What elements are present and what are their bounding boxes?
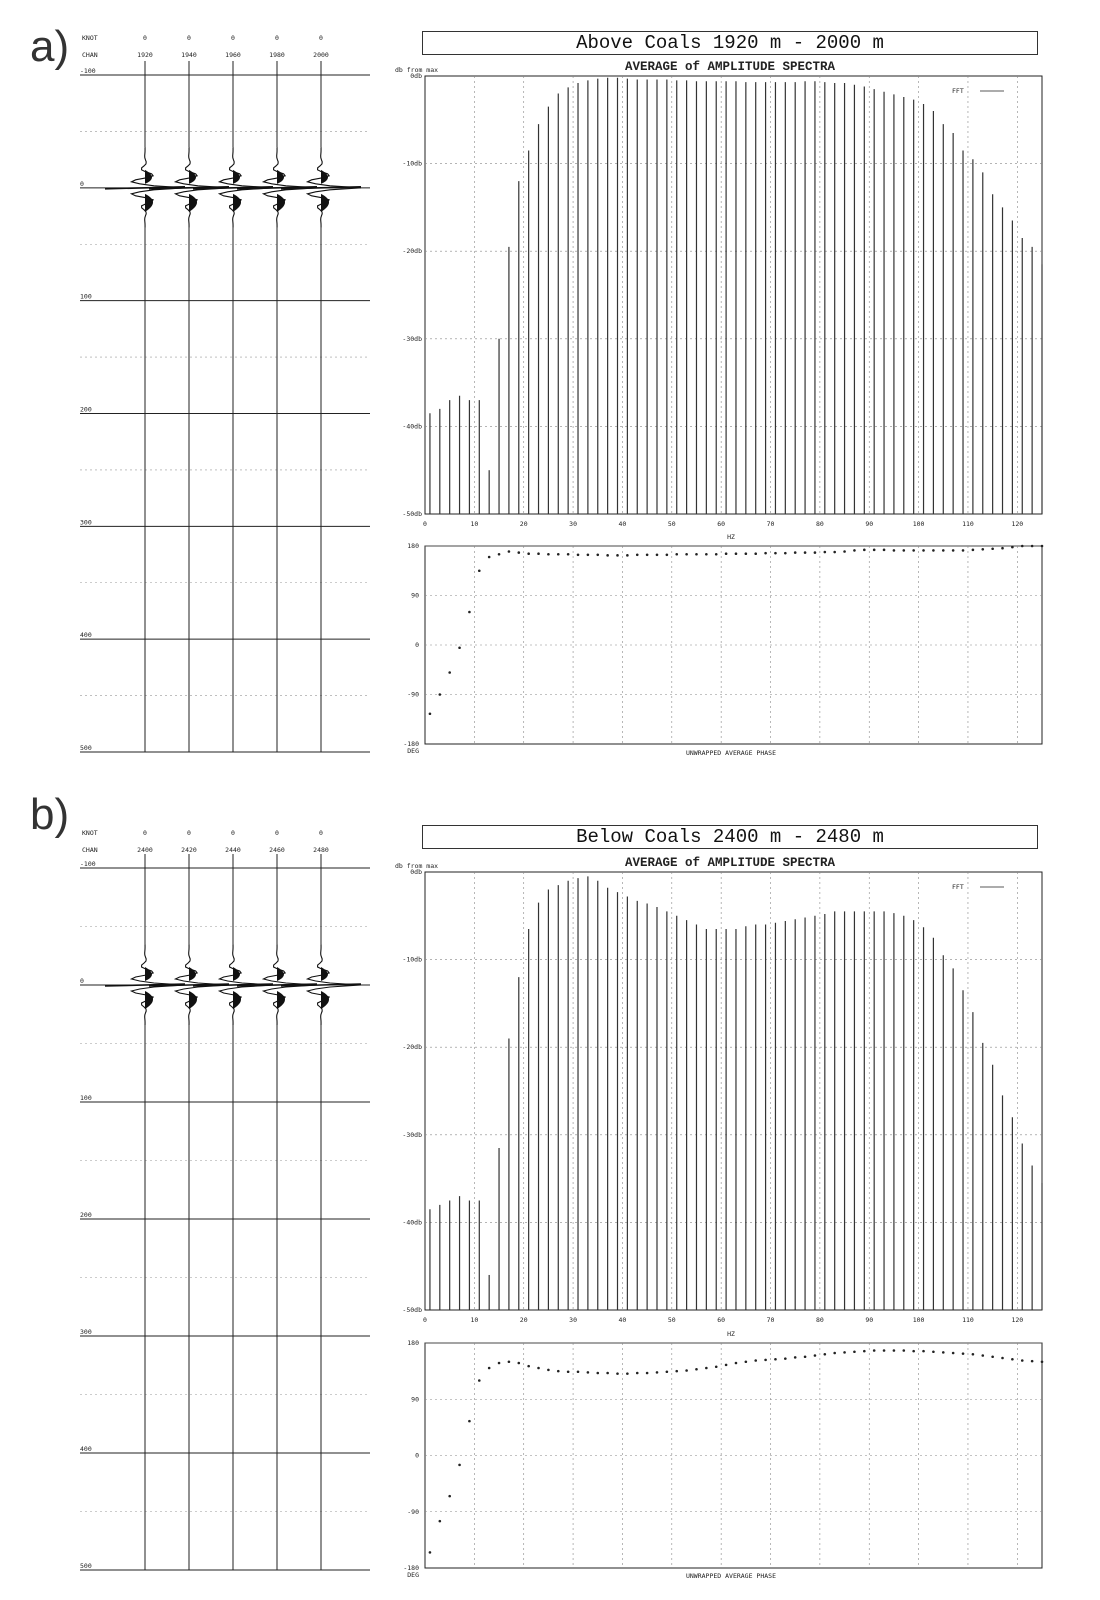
phase-point bbox=[498, 1362, 501, 1365]
wavelet-lobe bbox=[233, 170, 240, 184]
trace-knot-value: 0 bbox=[231, 829, 235, 837]
phase-plot-frame bbox=[425, 1343, 1042, 1568]
trace-channel-value: 1920 bbox=[137, 51, 153, 59]
amplitude-y-tick-label: -30db bbox=[402, 334, 422, 343]
amplitude-y-tick-label: 0db bbox=[410, 868, 422, 876]
amplitude-y-tick-label: -10db bbox=[402, 955, 422, 964]
phase-point bbox=[596, 554, 599, 557]
amplitude-y-tick-label: -20db bbox=[402, 247, 422, 256]
phase-unit-label: DEG bbox=[407, 1571, 419, 1579]
phase-point bbox=[577, 554, 580, 557]
phase-y-tick-label: 90 bbox=[411, 591, 419, 600]
panel-b bbox=[0, 800, 1100, 1590]
phase-point bbox=[616, 554, 619, 557]
phase-point bbox=[991, 1355, 994, 1358]
amplitude-x-tick-label: 50 bbox=[667, 1316, 676, 1324]
time-axis-label: 0 bbox=[80, 977, 84, 985]
phase-y-tick-label: 0 bbox=[415, 641, 419, 649]
trace-channel-value: 2460 bbox=[269, 846, 285, 854]
amplitude-x-tick-label: 110 bbox=[962, 520, 974, 528]
phase-point bbox=[824, 551, 827, 554]
amplitude-x-tick-label: 10 bbox=[470, 520, 479, 528]
trace-channel-value: 1940 bbox=[181, 51, 197, 59]
trace-knot-value: 0 bbox=[275, 34, 279, 42]
phase-point bbox=[547, 1369, 550, 1372]
phase-point bbox=[725, 1364, 728, 1367]
phase-point bbox=[843, 1351, 846, 1354]
amplitude-y-tick-label: -50db bbox=[402, 510, 422, 518]
panel-a-label: a) bbox=[30, 22, 70, 71]
amplitude-x-tick-label: 40 bbox=[618, 520, 627, 528]
phase-point bbox=[705, 553, 708, 556]
time-axis-label: 300 bbox=[80, 518, 92, 527]
phase-y-tick-label: -180 bbox=[403, 740, 419, 748]
phase-point bbox=[537, 552, 540, 555]
trace-header-row1-label: KNOT bbox=[82, 829, 98, 837]
phase-point bbox=[587, 1371, 590, 1374]
phase-point bbox=[429, 712, 432, 715]
phase-point bbox=[883, 1349, 886, 1352]
phase-point bbox=[1001, 1357, 1004, 1360]
time-axis-label: -100 bbox=[80, 67, 96, 75]
trace-knot-value: 0 bbox=[187, 829, 191, 837]
phase-point bbox=[991, 547, 994, 550]
phase-point bbox=[458, 646, 461, 649]
amplitude-x-tick-label: 30 bbox=[569, 520, 577, 528]
amplitude-x-tick-label: 120 bbox=[1011, 520, 1024, 528]
wavelet-lobe bbox=[321, 991, 329, 1009]
phase-point bbox=[853, 549, 856, 552]
phase-point bbox=[735, 552, 738, 555]
amplitude-x-tick-label: 70 bbox=[766, 520, 775, 528]
phase-y-tick-label: 0 bbox=[415, 1451, 419, 1460]
amplitude-x-tick-label: 0 bbox=[423, 520, 427, 528]
phase-point bbox=[695, 553, 698, 556]
panel-b-title: Below Coals 2400 m - 2480 m bbox=[422, 825, 1038, 849]
phase-y-tick-label: 180 bbox=[407, 542, 419, 550]
time-axis-label: 400 bbox=[80, 631, 92, 640]
phase-point bbox=[893, 1349, 896, 1352]
amplitude-y-tick-label: -40db bbox=[402, 1218, 422, 1227]
time-axis-label: 200 bbox=[80, 1211, 92, 1219]
phase-point bbox=[596, 1372, 599, 1375]
amplitude-x-tick-label: 90 bbox=[865, 1316, 874, 1324]
phase-point bbox=[814, 551, 817, 554]
phase-point bbox=[745, 1360, 748, 1363]
amplitude-x-tick-label: 110 bbox=[962, 1316, 974, 1324]
trace-knot-value: 0 bbox=[319, 34, 323, 42]
phase-point bbox=[666, 1370, 669, 1373]
phase-point bbox=[873, 1349, 876, 1352]
time-axis-label: 500 bbox=[80, 744, 92, 752]
phase-point bbox=[646, 1372, 649, 1375]
phase-point bbox=[774, 552, 777, 555]
phase-point bbox=[636, 1372, 639, 1375]
phase-unit-label: DEG bbox=[407, 747, 419, 755]
trace-header-row2-label: CHAN bbox=[82, 846, 98, 854]
phase-point bbox=[685, 553, 688, 556]
phase-point bbox=[873, 549, 876, 552]
amplitude-x-tick-label: 90 bbox=[865, 520, 874, 528]
amplitude-legend-label: FFT bbox=[952, 87, 964, 95]
phase-point bbox=[764, 1359, 767, 1362]
phase-point bbox=[833, 1352, 836, 1355]
phase-point bbox=[981, 548, 984, 551]
phase-point bbox=[1001, 547, 1004, 550]
trace-channel-value: 2480 bbox=[313, 846, 329, 854]
phase-point bbox=[902, 549, 905, 552]
time-axis-label: 400 bbox=[80, 1445, 92, 1453]
wavelet-lobe bbox=[277, 170, 284, 184]
phase-point bbox=[1011, 546, 1014, 549]
phase-point bbox=[606, 554, 609, 557]
phase-point bbox=[1031, 545, 1034, 548]
time-axis-label: 500 bbox=[80, 1562, 92, 1570]
phase-point bbox=[794, 551, 797, 554]
phase-point bbox=[646, 554, 649, 557]
wavelet-lobe bbox=[233, 194, 241, 212]
amplitude-x-tick-label: 100 bbox=[912, 1316, 925, 1324]
wavelet-lobe bbox=[145, 170, 152, 184]
wavelet-lobe bbox=[145, 991, 153, 1009]
phase-point bbox=[804, 1355, 807, 1358]
phase-point bbox=[488, 556, 491, 559]
amplitude-x-tick-label: 40 bbox=[618, 1316, 627, 1324]
phase-point bbox=[685, 1369, 688, 1372]
trace-knot-value: 0 bbox=[319, 829, 323, 837]
wavelet-lobe bbox=[277, 967, 284, 981]
phase-point bbox=[843, 550, 846, 553]
phase-point bbox=[853, 1350, 856, 1353]
phase-point bbox=[675, 553, 678, 556]
panel-a bbox=[0, 0, 1100, 780]
phase-point bbox=[656, 1371, 659, 1374]
phase-point bbox=[448, 671, 451, 674]
phase-point bbox=[912, 1350, 915, 1353]
amplitude-ylabel: db from max bbox=[395, 66, 439, 74]
trace-header-row2-label: CHAN bbox=[82, 51, 98, 59]
amplitude-x-tick-label: 0 bbox=[423, 1316, 427, 1324]
phase-point bbox=[814, 1354, 817, 1357]
phase-point bbox=[942, 1351, 945, 1354]
phase-y-tick-label: 90 bbox=[411, 1395, 419, 1404]
phase-point bbox=[567, 553, 570, 556]
phase-point bbox=[981, 1354, 984, 1357]
phase-plot-frame bbox=[425, 546, 1042, 744]
phase-point bbox=[725, 552, 728, 555]
phase-point bbox=[527, 1365, 530, 1368]
amplitude-plot-frame bbox=[425, 872, 1042, 1310]
trace-knot-value: 0 bbox=[143, 34, 147, 42]
phase-point bbox=[784, 1357, 787, 1360]
phase-point bbox=[1041, 1360, 1044, 1363]
amplitude-x-tick-label: 60 bbox=[717, 520, 726, 528]
wavelet-lobe bbox=[277, 194, 285, 212]
amplitude-legend-label: FFT bbox=[952, 883, 964, 891]
trace-channel-value: 1960 bbox=[225, 51, 241, 59]
phase-point bbox=[883, 549, 886, 552]
time-axis-label: 200 bbox=[80, 405, 92, 414]
phase-point bbox=[922, 1350, 925, 1353]
phase-y-tick-label: -180 bbox=[403, 1564, 419, 1572]
amplitude-x-tick-label: 10 bbox=[470, 1316, 479, 1324]
trace-channel-value: 1980 bbox=[269, 51, 285, 59]
phase-point bbox=[962, 549, 965, 552]
phase-point bbox=[972, 549, 975, 552]
amplitude-x-tick-label: 120 bbox=[1011, 1316, 1024, 1324]
phase-point bbox=[626, 1372, 629, 1375]
phase-point bbox=[794, 1356, 797, 1359]
phase-point bbox=[922, 549, 925, 552]
phase-point bbox=[517, 1362, 520, 1365]
phase-point bbox=[666, 554, 669, 557]
amplitude-y-tick-label: 0db bbox=[410, 72, 422, 80]
time-axis-label: 100 bbox=[80, 1094, 92, 1102]
phase-point bbox=[448, 1495, 451, 1498]
phase-point bbox=[715, 553, 718, 556]
phase-point bbox=[893, 549, 896, 552]
phase-chart-title: UNWRAPPED AVERAGE PHASE bbox=[685, 1572, 777, 1580]
phase-point bbox=[902, 1349, 905, 1352]
phase-point bbox=[656, 554, 659, 557]
phase-point bbox=[567, 1370, 570, 1373]
trace-knot-value: 0 bbox=[275, 829, 279, 837]
phase-y-tick-label: 180 bbox=[407, 1339, 419, 1347]
amplitude-x-tick-label: 50 bbox=[667, 520, 676, 528]
amplitude-xlabel: HZ bbox=[727, 533, 735, 541]
phase-point bbox=[912, 549, 915, 552]
wavelet-lobe bbox=[145, 194, 153, 212]
phase-point bbox=[784, 552, 787, 555]
phase-point bbox=[675, 1370, 678, 1373]
wavelet-lobe bbox=[189, 991, 197, 1009]
phase-point bbox=[863, 549, 866, 552]
phase-point bbox=[478, 569, 481, 572]
amplitude-y-tick-label: -30db bbox=[402, 1130, 422, 1139]
wavelet-lobe bbox=[321, 194, 329, 212]
amplitude-y-tick-label: -50db bbox=[402, 1306, 422, 1314]
phase-point bbox=[1041, 545, 1044, 548]
amplitude-chart-title: AVERAGE of AMPLITUDE SPECTRA bbox=[624, 856, 836, 870]
phase-point bbox=[952, 549, 955, 552]
phase-point bbox=[932, 1350, 935, 1353]
phase-point bbox=[833, 551, 836, 554]
amplitude-x-tick-label: 60 bbox=[717, 1316, 726, 1324]
amplitude-xlabel: HZ bbox=[727, 1330, 735, 1338]
amplitude-x-tick-label: 20 bbox=[519, 520, 528, 528]
phase-point bbox=[537, 1367, 540, 1370]
phase-point bbox=[626, 554, 629, 557]
phase-point bbox=[1021, 1359, 1024, 1362]
wavelet-lobe bbox=[277, 991, 285, 1009]
trace-header-row1-label: KNOT bbox=[82, 34, 98, 42]
phase-chart-title: UNWRAPPED AVERAGE PHASE bbox=[685, 749, 777, 757]
wavelet-lobe bbox=[145, 967, 152, 981]
phase-point bbox=[1031, 1360, 1034, 1363]
phase-point bbox=[439, 693, 442, 696]
phase-point bbox=[1021, 545, 1024, 548]
phase-point bbox=[804, 551, 807, 554]
phase-point bbox=[429, 1551, 432, 1554]
phase-y-tick-label: -90 bbox=[407, 690, 419, 699]
phase-point bbox=[695, 1368, 698, 1371]
wavelet-lobe bbox=[189, 170, 196, 184]
wavelet-lobe bbox=[189, 967, 196, 981]
phase-point bbox=[439, 1520, 442, 1523]
phase-point bbox=[972, 1353, 975, 1356]
trace-knot-value: 0 bbox=[187, 34, 191, 42]
phase-point bbox=[468, 1420, 471, 1423]
panel-b-label: b) bbox=[30, 790, 70, 839]
phase-point bbox=[488, 1367, 491, 1370]
phase-point bbox=[735, 1362, 738, 1365]
wavelet-lobe bbox=[321, 170, 328, 184]
time-axis-label: -100 bbox=[80, 860, 96, 868]
phase-point bbox=[942, 549, 945, 552]
amplitude-x-tick-label: 80 bbox=[815, 520, 824, 528]
amplitude-x-tick-label: 30 bbox=[569, 1316, 577, 1324]
phase-point bbox=[587, 554, 590, 557]
trace-channel-value: 2000 bbox=[313, 51, 329, 59]
phase-point bbox=[754, 552, 757, 555]
phase-point bbox=[517, 551, 520, 554]
phase-point bbox=[863, 1350, 866, 1353]
phase-y-tick-label: -90 bbox=[407, 1507, 419, 1516]
phase-point bbox=[754, 1359, 757, 1362]
phase-point bbox=[1011, 1358, 1014, 1361]
phase-point bbox=[557, 553, 560, 556]
phase-point bbox=[468, 611, 471, 614]
time-axis-label: 0 bbox=[80, 179, 84, 188]
phase-point bbox=[715, 1365, 718, 1368]
phase-point bbox=[705, 1367, 708, 1370]
time-axis-label: 100 bbox=[80, 292, 92, 301]
trace-knot-value: 0 bbox=[231, 34, 235, 42]
wavelet-lobe bbox=[233, 967, 240, 981]
amplitude-chart-title: AVERAGE of AMPLITUDE SPECTRA bbox=[624, 60, 836, 74]
phase-point bbox=[616, 1372, 619, 1375]
amplitude-y-tick-label: -40db bbox=[402, 422, 422, 431]
amplitude-x-tick-label: 70 bbox=[766, 1316, 775, 1324]
amplitude-y-tick-label: -20db bbox=[402, 1043, 422, 1052]
trace-channel-value: 2400 bbox=[137, 846, 153, 854]
amplitude-plot-frame bbox=[425, 76, 1042, 514]
amplitude-x-tick-label: 20 bbox=[519, 1316, 528, 1324]
amplitude-ylabel: db from max bbox=[395, 862, 439, 870]
phase-point bbox=[478, 1379, 481, 1382]
phase-point bbox=[547, 553, 550, 556]
phase-point bbox=[962, 1352, 965, 1355]
phase-point bbox=[764, 552, 767, 555]
phase-point bbox=[527, 552, 530, 555]
trace-channel-value: 2440 bbox=[225, 846, 241, 854]
amplitude-x-tick-label: 100 bbox=[912, 520, 925, 528]
wavelet-lobe bbox=[233, 991, 241, 1009]
phase-point bbox=[636, 554, 639, 557]
trace-knot-value: 0 bbox=[143, 829, 147, 837]
phase-point bbox=[745, 552, 748, 555]
phase-point bbox=[557, 1370, 560, 1373]
phase-point bbox=[498, 553, 501, 556]
phase-point bbox=[577, 1370, 580, 1373]
phase-point bbox=[606, 1372, 609, 1375]
phase-point bbox=[952, 1352, 955, 1355]
phase-point bbox=[458, 1464, 461, 1467]
phase-point bbox=[774, 1358, 777, 1361]
amplitude-x-tick-label: 80 bbox=[815, 1316, 824, 1324]
wavelet-lobe bbox=[321, 967, 328, 981]
wavelet-lobe bbox=[189, 194, 197, 212]
trace-channel-value: 2420 bbox=[181, 846, 197, 854]
time-axis-label: 300 bbox=[80, 1328, 92, 1336]
phase-point bbox=[932, 549, 935, 552]
phase-point bbox=[824, 1353, 827, 1356]
phase-point bbox=[508, 1360, 511, 1363]
panel-a-title: Above Coals 1920 m - 2000 m bbox=[422, 31, 1038, 55]
amplitude-y-tick-label: -10db bbox=[402, 159, 422, 168]
phase-point bbox=[508, 550, 511, 553]
